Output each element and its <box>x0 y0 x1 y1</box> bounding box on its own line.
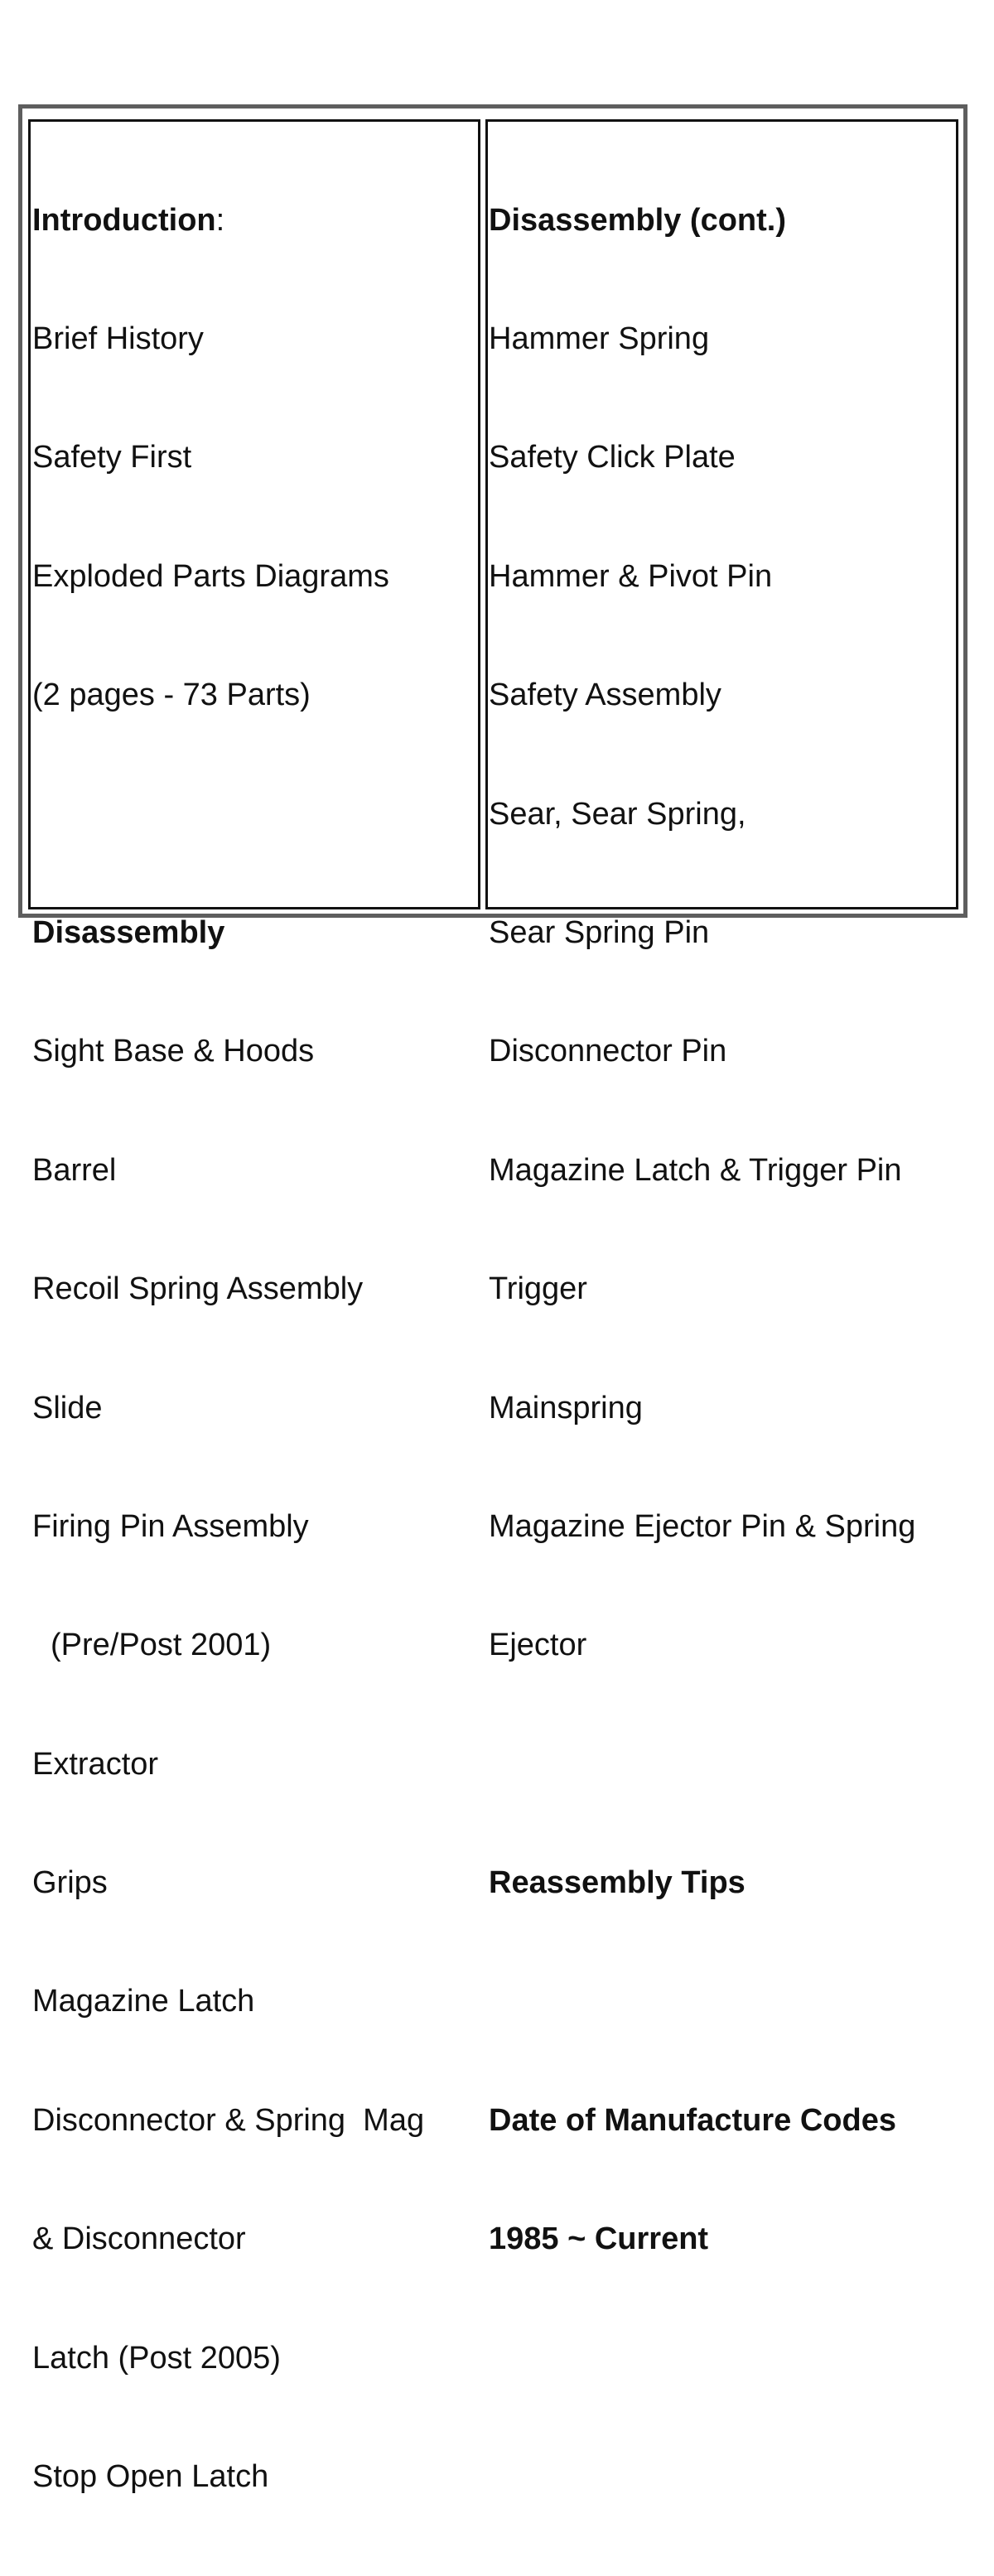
list-item: (Pre/Post 2001) <box>51 1628 272 1663</box>
list-item: Hammer Spring <box>489 321 710 356</box>
list-item: Stop Open Latch <box>32 2459 269 2495</box>
list-item: Ejector <box>489 1628 587 1663</box>
list-item: Brief History <box>32 321 204 356</box>
list-item: Magazine Ejector Pin & Spring <box>489 1508 916 1544</box>
list-item: Disconnector Pin <box>489 1034 727 1069</box>
list-item: (2 pages - 73 Parts) <box>32 678 311 713</box>
list-item: Safety First <box>32 440 192 475</box>
list-item: Hammer & Pivot Pin <box>489 558 773 594</box>
list-item: Exploded Parts Diagrams <box>32 558 389 594</box>
list-item: Latch (Post 2005) <box>32 2340 281 2376</box>
list-item: Disconnector & Spring Mag <box>32 2102 425 2138</box>
list-item: Sear, Sear Spring, <box>489 796 746 832</box>
list-item: Mainspring <box>489 1390 643 1425</box>
reassembly-tips-heading: Reassembly Tips <box>489 1865 746 1901</box>
list-item: Trigger <box>489 1271 587 1307</box>
spacer <box>489 1745 956 1785</box>
date-codes-range: 1985 ~ Current <box>489 2221 709 2257</box>
introduction-colon: : <box>215 202 225 238</box>
list-item: & Disconnector <box>32 2221 246 2257</box>
list-item: Safety Assembly <box>489 678 721 713</box>
list-item: Magazine Latch <box>32 1984 255 2019</box>
left-column <box>28 119 480 2495</box>
list-item: Recoil Spring Assembly <box>32 1271 364 1307</box>
list-item: Slide <box>32 1390 103 1425</box>
list-item: Firing Pin Assembly <box>32 1508 309 1544</box>
list-item: Sear Spring Pin <box>489 914 710 950</box>
left-column-lines <box>32 122 478 2576</box>
list-item: Grips <box>32 1865 108 1901</box>
spacer <box>489 1982 956 2022</box>
list-item: Sight Base & Hoods <box>32 1034 315 1069</box>
spacer <box>32 795 478 835</box>
table-of-contents-frame <box>18 104 967 2495</box>
list-item: Safety Click Plate <box>489 440 736 475</box>
disassembly-cont-heading: Disassembly (cont.) <box>489 202 786 238</box>
list-item: Barrel <box>32 1152 117 1188</box>
right-column <box>485 119 958 2257</box>
date-codes-heading: Date of Manufacture Codes <box>489 2102 896 2138</box>
introduction-heading: Introduction <box>32 202 216 238</box>
disassembly-heading: Disassembly <box>32 914 225 950</box>
introduction-heading-line <box>32 201 478 241</box>
right-column-lines <box>489 122 956 2339</box>
list-item: Extractor <box>32 1746 159 1782</box>
list-item: Magazine Latch & Trigger Pin <box>489 1152 902 1188</box>
